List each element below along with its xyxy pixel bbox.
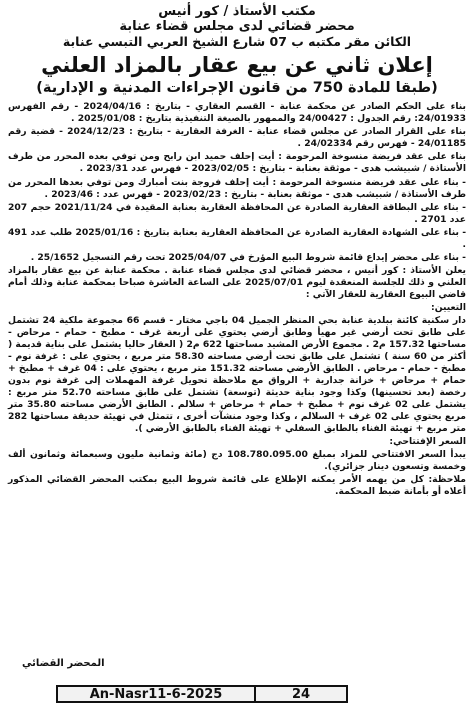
designation-text: دار سكنية كائنة ببلدية عنابة بحي المنظر الجميل 04 باجي مختار - قسم 66 مجموعة ملكية 24 تشتمل على طابق تحت أرضي غير مهيأ وطابق أرضي يحتوي على أربعة غرف - مطبخ - حمام - مرحاض - مساحتها 157.32 م2 . مجموع الأرض المشيد مساحتها 622 م2 ( العقار حاليا يشتمل على بناية قديمة ( أكثر من 60 سنة ) تشتمل على طابق تحت أرضي مساحته 58.30 متر مربع ، يحتوي على : غرفة نوم - مطبخ - حمام - مرحاض . الطابق الأرضي مساحته 151.32 متر مربع ، يحتوي على : 04 غرف + مطبخ + حمام + مرحاض + خزانة جدارية + الرواق مع ملاحظة تحويل غرفة المهملات إلى غرفة نوم بدون رخصة (بعد تحسينها) وكذا وجود بناية حديثة (توسعة) تشتمل على طابق مساحته 52.70 متر مربع : يشتمل على 02 غرف نوم + مطبخ + حمام + مرحاض + سلالم . الطابق الأرضي مساحته 35.80 متر مربع يحتوي على 02 غرف + السلالم ، وكذا وجود منشآت أخرى ، تتمثل في تهيئة حديقة مساحتها 282 متر مربع + تهيئة الفناء بالطابق السفلي + تهيئة الفناء بالطابق الأرضي ). — [8, 314, 467, 435]
announcement-subtitle: (طبقا للمادة 750 من قانون الإجراءات المدنية و الإدارية) — [36, 79, 438, 96]
newspaper-footer — [56, 685, 348, 703]
price-text: يبدأ السعر الافتتاحي للمزاد بمبلغ 108.780.095.00 دج (مائة وثمانية مليون وسبعمائة وثمانون ألف وخمسة وتسعون دينار جزائري). — [8, 448, 467, 472]
paragraph-inheritance-deed-1: بناء على عقد فريضة منسوخة المرحومة : أيت إحلف حميد ابن رابح ومن توفي بعده المحرر من طرف الأستاذة / شبيشب هدى - موثقة بعنابة - بتاريخ : 2023/02/05 - فهرس عدد 2023/31 . — [8, 151, 466, 175]
paragraph-inheritance-deed-2: - بناء على عقد فريضة منسوخة المرحومة : أيت إحلف فروجة بنت أمبارك ومن توفي بعدها المحرر من طرف الأستاذة / شبيشب هدى - موثقة بعنابة - بتاريخ : 2023/02/23 - فهرس عدد : 2023/46 . — [8, 176, 466, 200]
bailiff-court: محضر قضائي لدى مجلس قضاء عنابة — [119, 19, 355, 35]
bailiff-header — [8, 4, 466, 49]
announcement-title: إعلان ثاني عن بيع عقار بالمزاد العلني — [41, 53, 433, 78]
paragraph-property-certificate: - بناء على الشهادة العقارية الصادرة عن المحافظة العقارية بعنابة بتاريخ : 2025/01/16 طلب عدد 491 . — [8, 226, 467, 250]
page-number: 24 — [291, 686, 311, 702]
announcement-body — [8, 101, 466, 498]
signer-label: المحضر القضائي — [22, 658, 105, 669]
paragraph-decision: بناء على القرار الصادر عن مجلس قضاء عنابة - الغرفة العقارية - بتاريخ : 2024/12/23 - قضية رقم 24/01185 - فهرس رقم 24/02334 . — [8, 126, 467, 150]
paragraph-property-card: - بناء على البطاقة العقارية الصادرة عن المحافظة العقارية بعنابة المقيدة في 2021/11/24 حجم 207 عدد 2701 . — [8, 201, 466, 225]
price-label: السعر الإفتتاحي: — [389, 436, 466, 448]
newspaper-date: An-Nasr11-6-2025 — [58, 687, 256, 701]
paragraph-judgment: بناء على الحكم الصادر عن محكمة عنابة - القسم العقاري - بتاريخ : 2024/04/16 - رقم الفهرس 24/01933: رقم الجدول : 24/00427 والممهور بالصيغة التنفيذية بتاريخ : 2025/01/08 . — [8, 100, 466, 125]
paragraph-conditions-filing: - بناء على محضر إيداع قائمة شروط البيع المؤرخ في 2025/04/07 تحت رقم التسجيل 25/1652 . — [30, 252, 466, 264]
note-text: ملاحظة: كل من يهمه الأمر يمكنه الإطلاع على قائمة شروط البيع بمكتب المحضر القضائي المذكور أعلاه أو بأمانة ضبط المحكمة. — [8, 473, 466, 497]
paragraph-sale-notice: يعلن الأستاذ : كور أنيس ، محضر قضائي لدى مجلس قضاء عنابة . محكمة عنابة عن بيع عقار بالمزاد العلني و ذلك للجلسة المنعقدة ليوم 2025/07/01 على الساعة العاشرة صباحا بمحكمة عنابة وذلك أمام قاضي البيوع العقارية للعقار الآتي : — [8, 265, 466, 301]
designation-label: التعيين: — [431, 302, 466, 314]
bailiff-address: الكائن مقر مكتبه ب 07 شارع الشيخ العربي التبسي عنابة — [62, 33, 412, 49]
bailiff-office-name: مكتب الأستاذ / كور أنيس — [158, 4, 316, 19]
